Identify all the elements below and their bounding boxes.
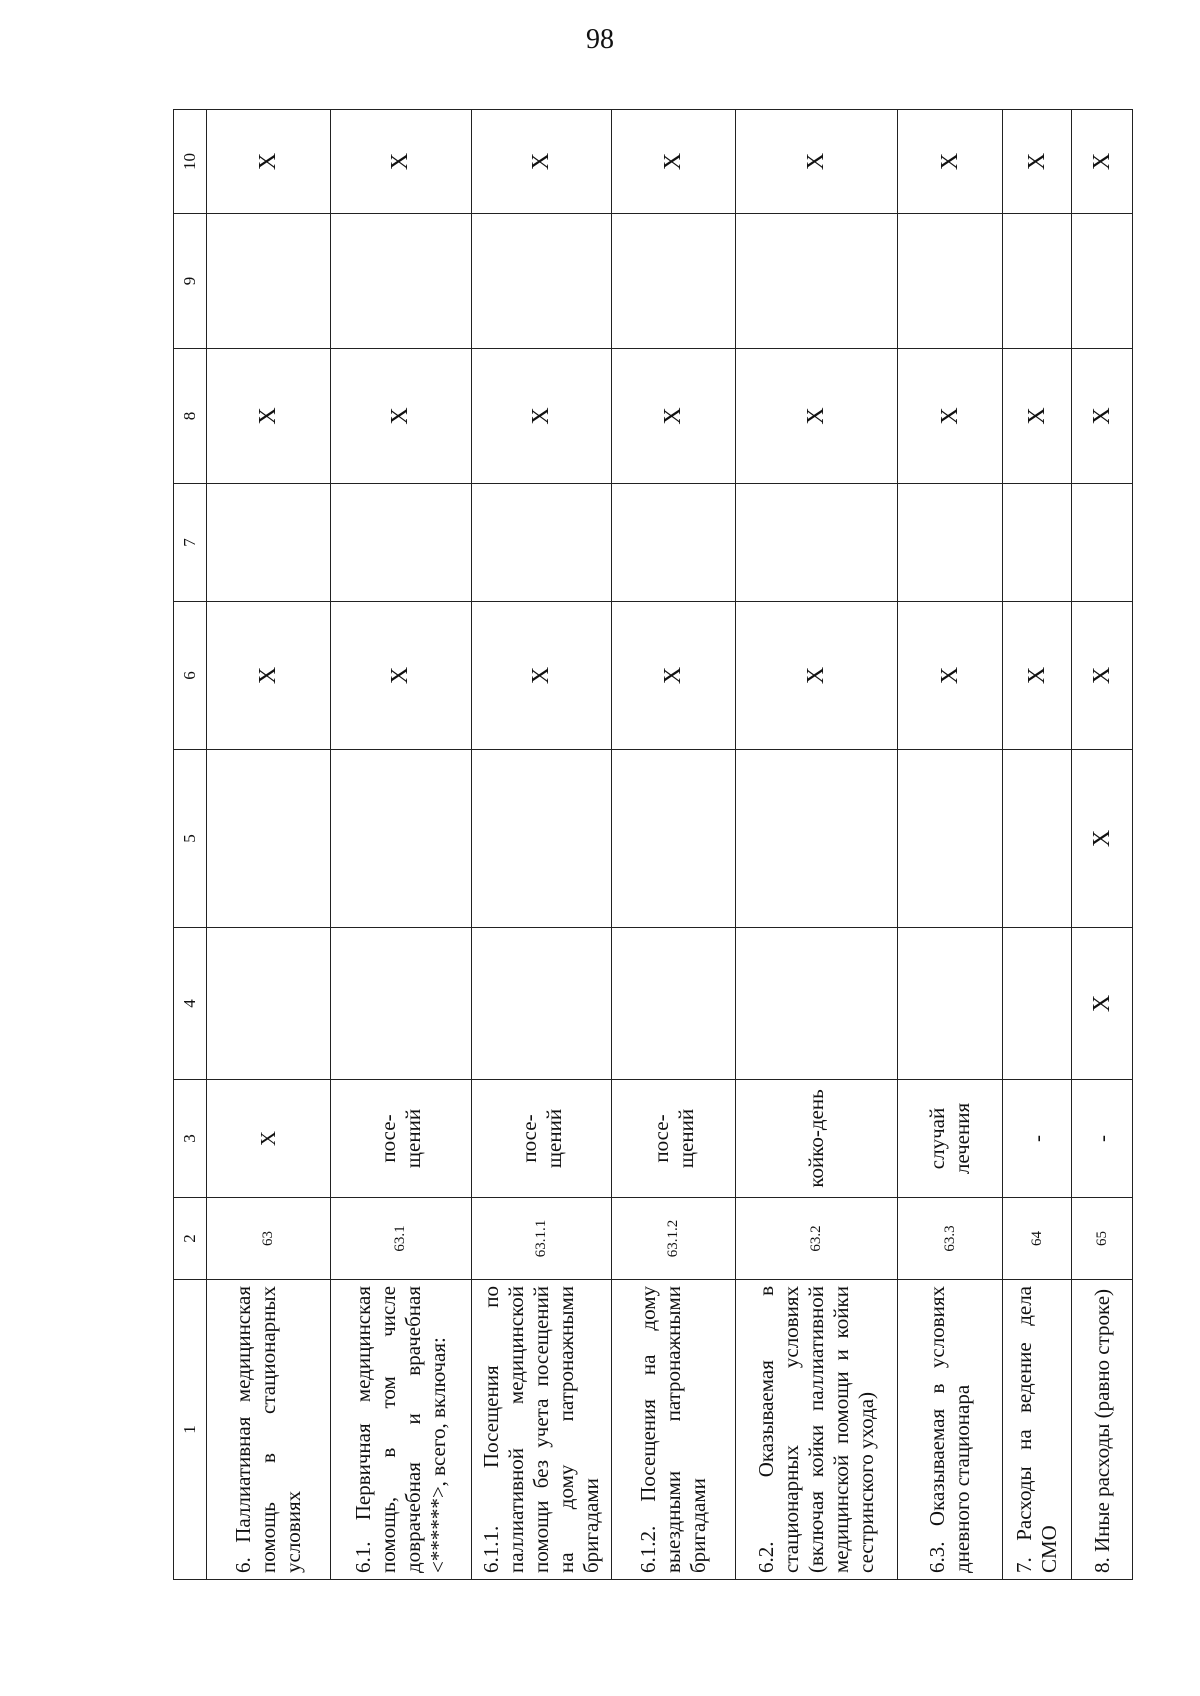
cell-col-10: X [472, 110, 612, 214]
column-header: 4 [174, 928, 207, 1080]
cell-col-7 [472, 484, 612, 602]
row-code: 65 [1072, 1198, 1133, 1280]
cell-col-5 [612, 750, 736, 928]
cell-col-4 [472, 928, 612, 1080]
cell-col-10: X [207, 110, 331, 214]
cell-col-10: X [735, 110, 897, 214]
cell-col-5 [207, 750, 331, 928]
cell-col-8: X [330, 349, 471, 484]
cell-col-10: X [1003, 110, 1072, 214]
cell-col-4 [207, 928, 331, 1080]
column-header: 1 [174, 1280, 207, 1580]
cell-col-5 [1003, 750, 1072, 928]
table-row [1072, 110, 1133, 1580]
cell-col-8: X [1072, 349, 1133, 484]
page-number: 98 [586, 24, 614, 55]
column-header: 7 [174, 484, 207, 602]
cell-col-9 [1072, 214, 1133, 349]
cell-col-8: X [1003, 349, 1072, 484]
cell-col-5: X [1072, 750, 1133, 928]
cell-col-9 [330, 214, 471, 349]
cell-col-5 [898, 750, 1003, 928]
cell-col-10: X [898, 110, 1003, 214]
indicators-table [173, 109, 1133, 1580]
row-name: 7. Расходы на ведение дела СМО [1003, 1280, 1072, 1580]
cell-col-4 [612, 928, 736, 1080]
column-header: 10 [174, 110, 207, 214]
cell-col-5 [330, 750, 471, 928]
cell-col-8: X [735, 349, 897, 484]
row-name: 6.1.2. Посещения на дому выездными патронажными бригадами [612, 1280, 736, 1580]
cell-col-4 [898, 928, 1003, 1080]
cell-col-6: X [735, 602, 897, 750]
column-header: 6 [174, 602, 207, 750]
column-header: 3 [174, 1080, 207, 1198]
row-unit: посе-щений [472, 1080, 612, 1198]
row-code: 63.1 [330, 1198, 471, 1280]
table-row [330, 110, 471, 1580]
cell-col-8: X [207, 349, 331, 484]
table-row [207, 110, 331, 1580]
table-row [735, 110, 897, 1580]
cell-col-8: X [898, 349, 1003, 484]
cell-col-10: X [330, 110, 471, 214]
cell-col-4: X [1072, 928, 1133, 1080]
row-name: 6.1.1. Посещения по паллиативной медицинской помощи без учета посещений на дому патронажными бригадами [472, 1280, 612, 1580]
column-header: 8 [174, 349, 207, 484]
cell-col-7 [330, 484, 471, 602]
cell-col-10: X [1072, 110, 1133, 214]
cell-col-6: X [472, 602, 612, 750]
cell-col-8: X [612, 349, 736, 484]
column-header: 2 [174, 1198, 207, 1280]
cell-col-6: X [330, 602, 471, 750]
table-row [612, 110, 736, 1580]
column-header: 5 [174, 750, 207, 928]
row-unit: койко-день [735, 1080, 897, 1198]
cell-col-9 [1003, 214, 1072, 349]
cell-col-6: X [207, 602, 331, 750]
row-unit: - [1003, 1080, 1072, 1198]
cell-col-7 [898, 484, 1003, 602]
row-unit: посе-щений [330, 1080, 471, 1198]
table-row [898, 110, 1003, 1580]
cell-col-6: X [898, 602, 1003, 750]
row-code: 63 [207, 1198, 331, 1280]
cell-col-9 [898, 214, 1003, 349]
row-code: 63.2 [735, 1198, 897, 1280]
column-header: 9 [174, 214, 207, 349]
cell-col-4 [1003, 928, 1072, 1080]
cell-col-9 [207, 214, 331, 349]
cell-col-5 [472, 750, 612, 928]
row-code: 63.1.1 [472, 1198, 612, 1280]
row-unit: случай лечения [898, 1080, 1003, 1198]
row-name: 6.3. Оказываемая в условиях дневного стационара [898, 1280, 1003, 1580]
table-row [1003, 110, 1072, 1580]
cell-col-7 [735, 484, 897, 602]
row-name: 6.2. Оказываемая в стационарных условиях (включая койки паллиативной медицинской помощи и койки сестринского ухода) [735, 1280, 897, 1580]
cell-col-6: X [1003, 602, 1072, 750]
cell-col-8: X [472, 349, 612, 484]
cell-col-4 [735, 928, 897, 1080]
row-name: 6. Паллиативная медицинская помощь в стационарных условиях [207, 1280, 331, 1580]
cell-col-9 [735, 214, 897, 349]
table-row [472, 110, 612, 1580]
cell-col-5 [735, 750, 897, 928]
cell-col-4 [330, 928, 471, 1080]
cell-col-9 [472, 214, 612, 349]
cell-col-7 [612, 484, 736, 602]
cell-col-7 [1003, 484, 1072, 602]
cell-col-10: X [612, 110, 736, 214]
rotated-table-container [173, 110, 1133, 1580]
row-code: 63.1.2 [612, 1198, 736, 1280]
column-number-row [174, 110, 207, 1580]
row-code: 64 [1003, 1198, 1072, 1280]
row-unit: посе-щений [612, 1080, 736, 1198]
row-unit: - [1072, 1080, 1133, 1198]
row-code: 63.3 [898, 1198, 1003, 1280]
row-name: 8. Иные расходы (равно строке) [1072, 1280, 1133, 1580]
cell-col-7 [207, 484, 331, 602]
cell-col-9 [612, 214, 736, 349]
cell-col-7 [1072, 484, 1133, 602]
cell-col-6: X [1072, 602, 1133, 750]
row-unit: X [207, 1080, 331, 1198]
cell-col-6: X [612, 602, 736, 750]
row-name: 6.1. Первичная медицинская помощь, в том числе доврачебная и врачебная <******>, всего, включая: [330, 1280, 471, 1580]
